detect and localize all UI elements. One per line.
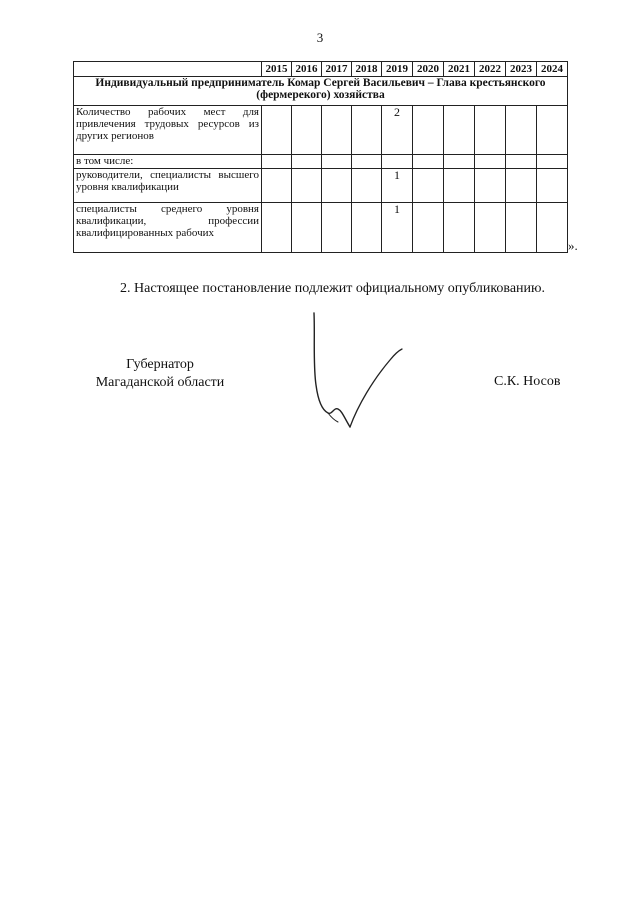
table-cell: 1 — [382, 169, 413, 203]
closing-quote: ». — [568, 238, 578, 253]
table-cell — [475, 155, 506, 169]
table-cell — [413, 106, 444, 155]
year-header: 2016 — [292, 62, 322, 77]
year-header: 2017 — [322, 62, 352, 77]
table-cell — [352, 155, 382, 169]
table-cell — [475, 203, 506, 253]
row-label: руководители, специалисты высшего уровня квалификации — [74, 169, 262, 203]
table-cell — [506, 155, 537, 169]
table-cell — [262, 106, 292, 155]
year-header: 2018 — [352, 62, 382, 77]
table-cell — [413, 203, 444, 253]
year-header: 2023 — [506, 62, 537, 77]
signatory-title-line1: Губернатор — [126, 357, 194, 372]
year-header: 2015 — [262, 62, 292, 77]
table-cell — [262, 155, 292, 169]
table-cell — [444, 203, 475, 253]
table-cell — [352, 106, 382, 155]
table-cell — [475, 169, 506, 203]
handwritten-signature — [298, 305, 418, 435]
year-header-row — [74, 62, 568, 77]
table-cell — [322, 106, 352, 155]
table-cell — [292, 203, 322, 253]
signatory-title-line2: Магаданской области — [95, 375, 225, 390]
table-cell — [322, 203, 352, 253]
table-cell — [322, 155, 352, 169]
table-cell — [444, 155, 475, 169]
table-cell — [352, 169, 382, 203]
year-header: 2022 — [475, 62, 506, 77]
table-cell: 1 — [382, 203, 413, 253]
table-cell — [506, 169, 537, 203]
page-number: 3 — [316, 30, 324, 45]
table-cell — [292, 155, 322, 169]
table-cell — [413, 169, 444, 203]
year-header: 2020 — [413, 62, 444, 77]
table-row — [74, 155, 568, 169]
table-cell — [292, 106, 322, 155]
year-header: 2024 — [537, 62, 568, 77]
empty-header-cell — [74, 62, 262, 77]
table-cell — [413, 155, 444, 169]
table-cell — [322, 169, 352, 203]
table-cell — [537, 106, 568, 155]
table-cell — [537, 169, 568, 203]
publication-paragraph: 2. Настоящее постановление подлежит официальному опубликованию. — [120, 281, 545, 296]
row-label: в том числе: — [74, 155, 262, 169]
table-cell: 2 — [382, 106, 413, 155]
workforce-table — [73, 61, 568, 253]
signatory-name: С.К. Носов — [494, 374, 561, 389]
table-cell — [475, 106, 506, 155]
table-cell — [537, 155, 568, 169]
section-title: Индивидуальный предприниматель Комар Сергей Васильевич – Глава крестьянского (фермерекого) хозяйства — [74, 77, 568, 106]
table-cell — [262, 169, 292, 203]
table-row — [74, 106, 568, 155]
signatory-title — [70, 356, 250, 392]
year-header: 2019 — [382, 62, 413, 77]
row-label: Количество рабочих мест для привлечения трудовых ресурсов из других регионов — [74, 106, 262, 155]
row-label: специалисты среднего уровня квалификации, профессии квалифицированных рабочих — [74, 203, 262, 253]
section-title-row — [74, 77, 568, 106]
table-cell — [292, 169, 322, 203]
table-cell — [506, 203, 537, 253]
table-row — [74, 169, 568, 203]
table-cell — [537, 203, 568, 253]
table-cell — [506, 106, 537, 155]
table-cell — [262, 203, 292, 253]
table-cell — [352, 203, 382, 253]
table-cell — [444, 106, 475, 155]
table-row — [74, 203, 568, 253]
table-cell — [382, 155, 413, 169]
year-header: 2021 — [444, 62, 475, 77]
table-cell — [444, 169, 475, 203]
